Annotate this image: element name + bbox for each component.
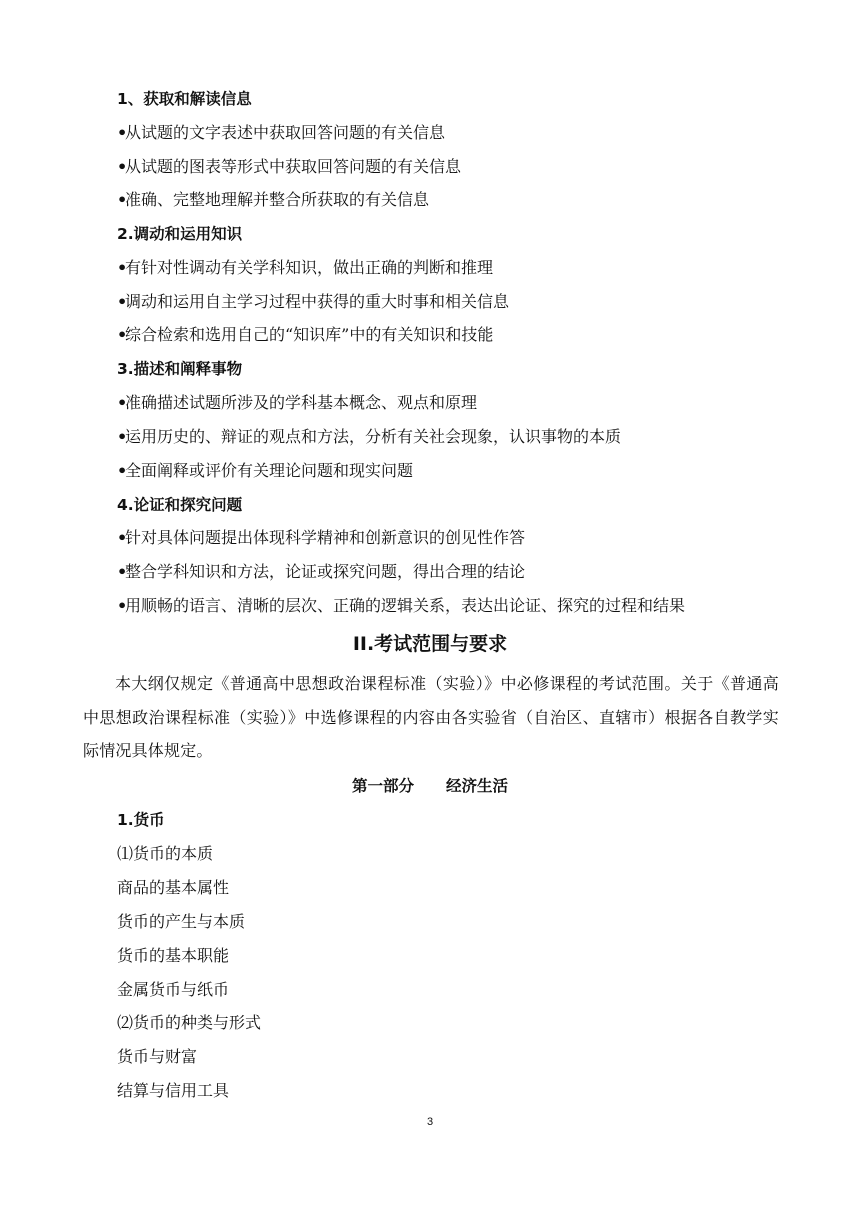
section-heading-2: 2.调动和运用知识 [117, 225, 243, 243]
part-label: 第一部分 [351, 777, 414, 795]
bullet-icon: • [117, 190, 128, 209]
list-item [117, 596, 860, 616]
topic-item: 货币的基本职能 [117, 946, 230, 965]
topic-heading: 1.货币 [117, 811, 165, 829]
bullet-icon: • [117, 427, 128, 446]
body-paragraph: 本大纲仅规定《普通高中思想政治课程标准（实验）》中必修课程的考试范围。关于《普通高中思想政治课程标准（实验）》中选修课程的内容由各实验省（自治区、直辖市）根据各自教学实际情况具体规定。 [83, 674, 779, 760]
bullet-icon: • [117, 292, 128, 311]
topic-item: ⑵货币的种类与形式 [117, 1013, 262, 1032]
topic-item: 金属货币与纸币 [117, 980, 230, 999]
topic-item: 货币与财富 [117, 1047, 198, 1066]
list-item [117, 393, 860, 413]
list-item [117, 190, 860, 210]
bullet-icon: • [117, 596, 128, 615]
bullet-icon: • [117, 528, 128, 547]
bullet-icon: • [117, 258, 128, 277]
section-heading-3: 3.描述和阐释事物 [117, 360, 243, 378]
bullet-icon: • [117, 562, 128, 581]
bullet-icon: • [117, 157, 128, 176]
list-item-text: 准确、完整地理解并整合所获取的有关信息 [125, 190, 430, 209]
list-item [117, 562, 860, 582]
topic-item: 货币的产生与本质 [117, 912, 246, 931]
list-item-text: 整合学科知识和方法，论证或探究问题，得出合理的结论 [125, 562, 526, 581]
part-title [0, 776, 860, 796]
bullet-icon: • [117, 461, 128, 480]
list-item-text: 用顺畅的语言、清晰的层次、正确的逻辑关系，表达出论证、探究的过程和结果 [125, 596, 686, 615]
list-item-text: 调动和运用自主学习过程中获得的重大时事和相关信息 [125, 292, 510, 311]
page-number: 3 [426, 1116, 434, 1128]
list-item [117, 258, 860, 278]
list-item [117, 461, 860, 481]
section-heading-1: 1、获取和解读信息 [117, 90, 252, 108]
list-item-text: 针对具体问题提出体现科学精神和创新意识的创见性作答 [125, 528, 526, 547]
list-item [117, 292, 860, 312]
bullet-icon: • [117, 393, 128, 412]
bullet-icon: • [117, 123, 128, 142]
list-item-text: 有针对性调动有关学科知识，做出正确的判断和推理 [125, 258, 494, 277]
bullet-icon: • [117, 325, 128, 344]
list-item-text: 运用历史的、辩证的观点和方法，分析有关社会现象，认识事物的本质 [125, 427, 622, 446]
list-item [117, 427, 860, 447]
list-item [117, 325, 860, 345]
list-item-text: 全面阐释或评价有关理论问题和现实问题 [125, 461, 414, 480]
list-item-text: 综合检索和选用自己的“知识库”中的有关知识和技能 [125, 325, 494, 344]
topic-item: 结算与信用工具 [117, 1081, 230, 1100]
list-item [117, 123, 860, 143]
section-title: II.考试范围与要求 [352, 633, 508, 655]
topic-item: 商品的基本属性 [117, 878, 230, 897]
list-item-text: 准确描述试题所涉及的学科基本概念、观点和原理 [125, 393, 478, 412]
list-item-text: 从试题的文字表述中获取回答问题的有关信息 [125, 123, 446, 142]
list-item [117, 528, 860, 548]
part-name: 经济生活 [446, 777, 509, 795]
topic-item: ⑴货币的本质 [117, 844, 214, 863]
section-heading-4: 4.论证和探究问题 [117, 496, 243, 514]
list-item-text: 从试题的图表等形式中获取回答问题的有关信息 [125, 157, 462, 176]
list-item [117, 157, 860, 177]
